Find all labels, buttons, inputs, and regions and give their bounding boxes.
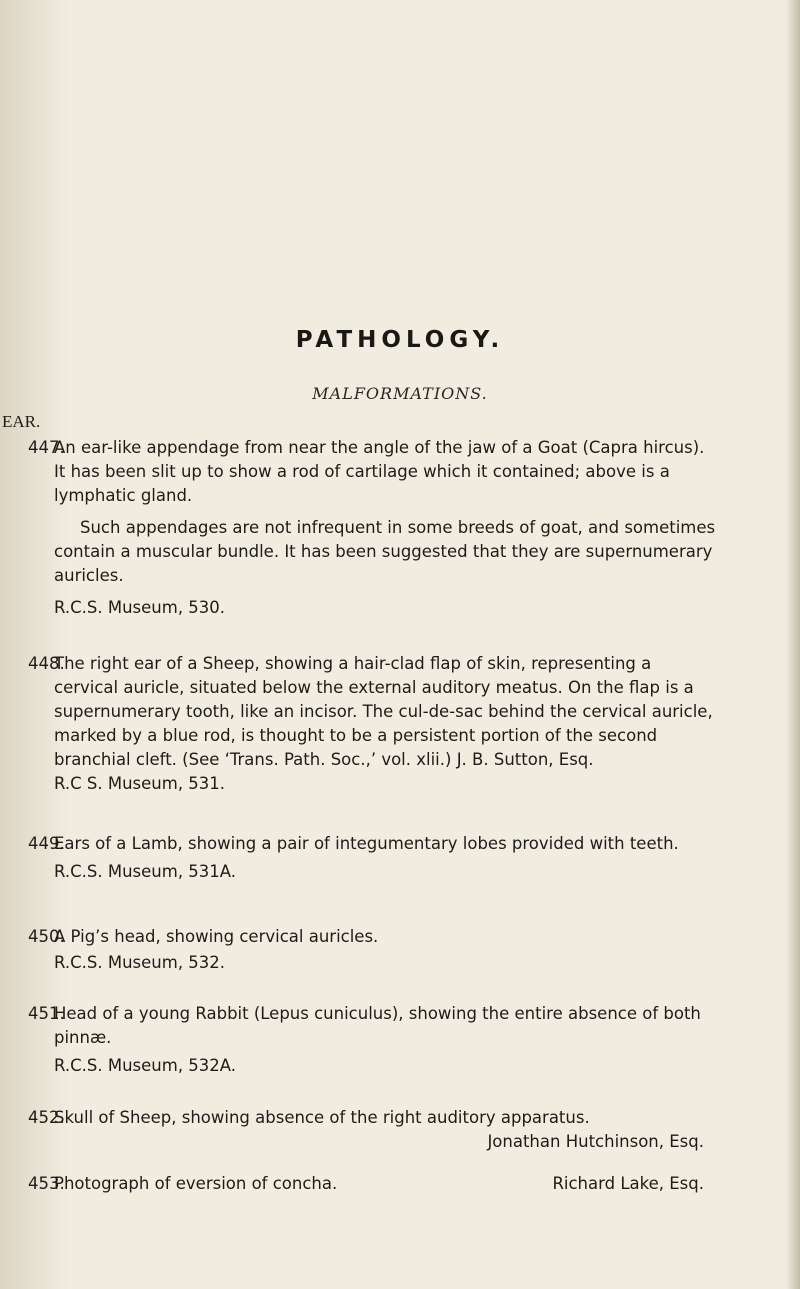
entry-number: 447. [28,438,65,457]
entry-description: Ears of a Lamb, showing a pair of integumentary lobes provided with teeth. [54,834,679,853]
entry-description: A Pig’s head, showing cervical auricles. [54,927,379,946]
section-heading: EAR. [2,412,41,431]
catalogue-entry [28,832,718,884]
page-title: PATHOLOGY. [295,327,505,353]
catalogue-entry [28,652,718,796]
entry-number: 450. [28,927,65,946]
entry-description: Skull of Sheep, showing absence of the right auditory apparatus. [54,1108,590,1127]
entry-number: 451. [28,1004,65,1023]
entry-number: 453. [28,1174,65,1193]
catalogue-entry [28,925,718,975]
entry-description: An ear-like appendage from near the angle of the jaw of a Goat (Capra hircus). It has been slit up to show a rod of cartilage which it contained; above is a lymphatic gland. [54,438,705,505]
catalogue-entry [28,436,718,620]
entry-reference: R.C.S. Museum, 531A. [54,862,237,881]
entry-reference: R.C.S. Museum, 532. [54,953,226,972]
entry-number: 448. [28,654,65,673]
entry-note: Such appendages are not infrequent in some breeds of goat, and sometimes contain a muscular bundle. It has been suggested that they are supernumerary auricles. [54,518,716,585]
entry-reference: R.C S. Museum, 531. [54,774,226,793]
entry-donor: Richard Lake, Esq. [552,1174,704,1193]
catalogue-entry [28,1106,718,1154]
catalogue-entry [28,1172,718,1196]
entry-number: 452. [28,1108,65,1127]
entry-donor: Jonathan Hutchinson, Esq. [487,1132,704,1151]
entry-description: The right ear of a Sheep, showing a hair-clad flap of skin, representing a cervical auricle, situated below the external auditory meatus. On the flap is a supernumerary tooth, like an incisor. The cul-de-sac behind the cervical auricle, marked by a blue rod, is thought to be a persistent portion of the second branchial cleft. (See ‘Trans. Path. Soc.,’ vol. xlii.) J. B. Sutton, Esq. [54,654,713,769]
catalogue-entry [28,1002,718,1078]
entry-reference: R.C.S. Museum, 530. [54,598,226,617]
page-subtitle: MALFORMATIONS. [312,384,488,403]
entry-reference: R.C.S. Museum, 532A. [54,1056,237,1075]
entry-description: Photograph of eversion of concha. [54,1174,338,1193]
entry-description: Head of a young Rabbit (Lepus cuniculus), showing the entire absence of both pinnæ. [54,1004,701,1047]
entry-number: 449. [28,834,65,853]
